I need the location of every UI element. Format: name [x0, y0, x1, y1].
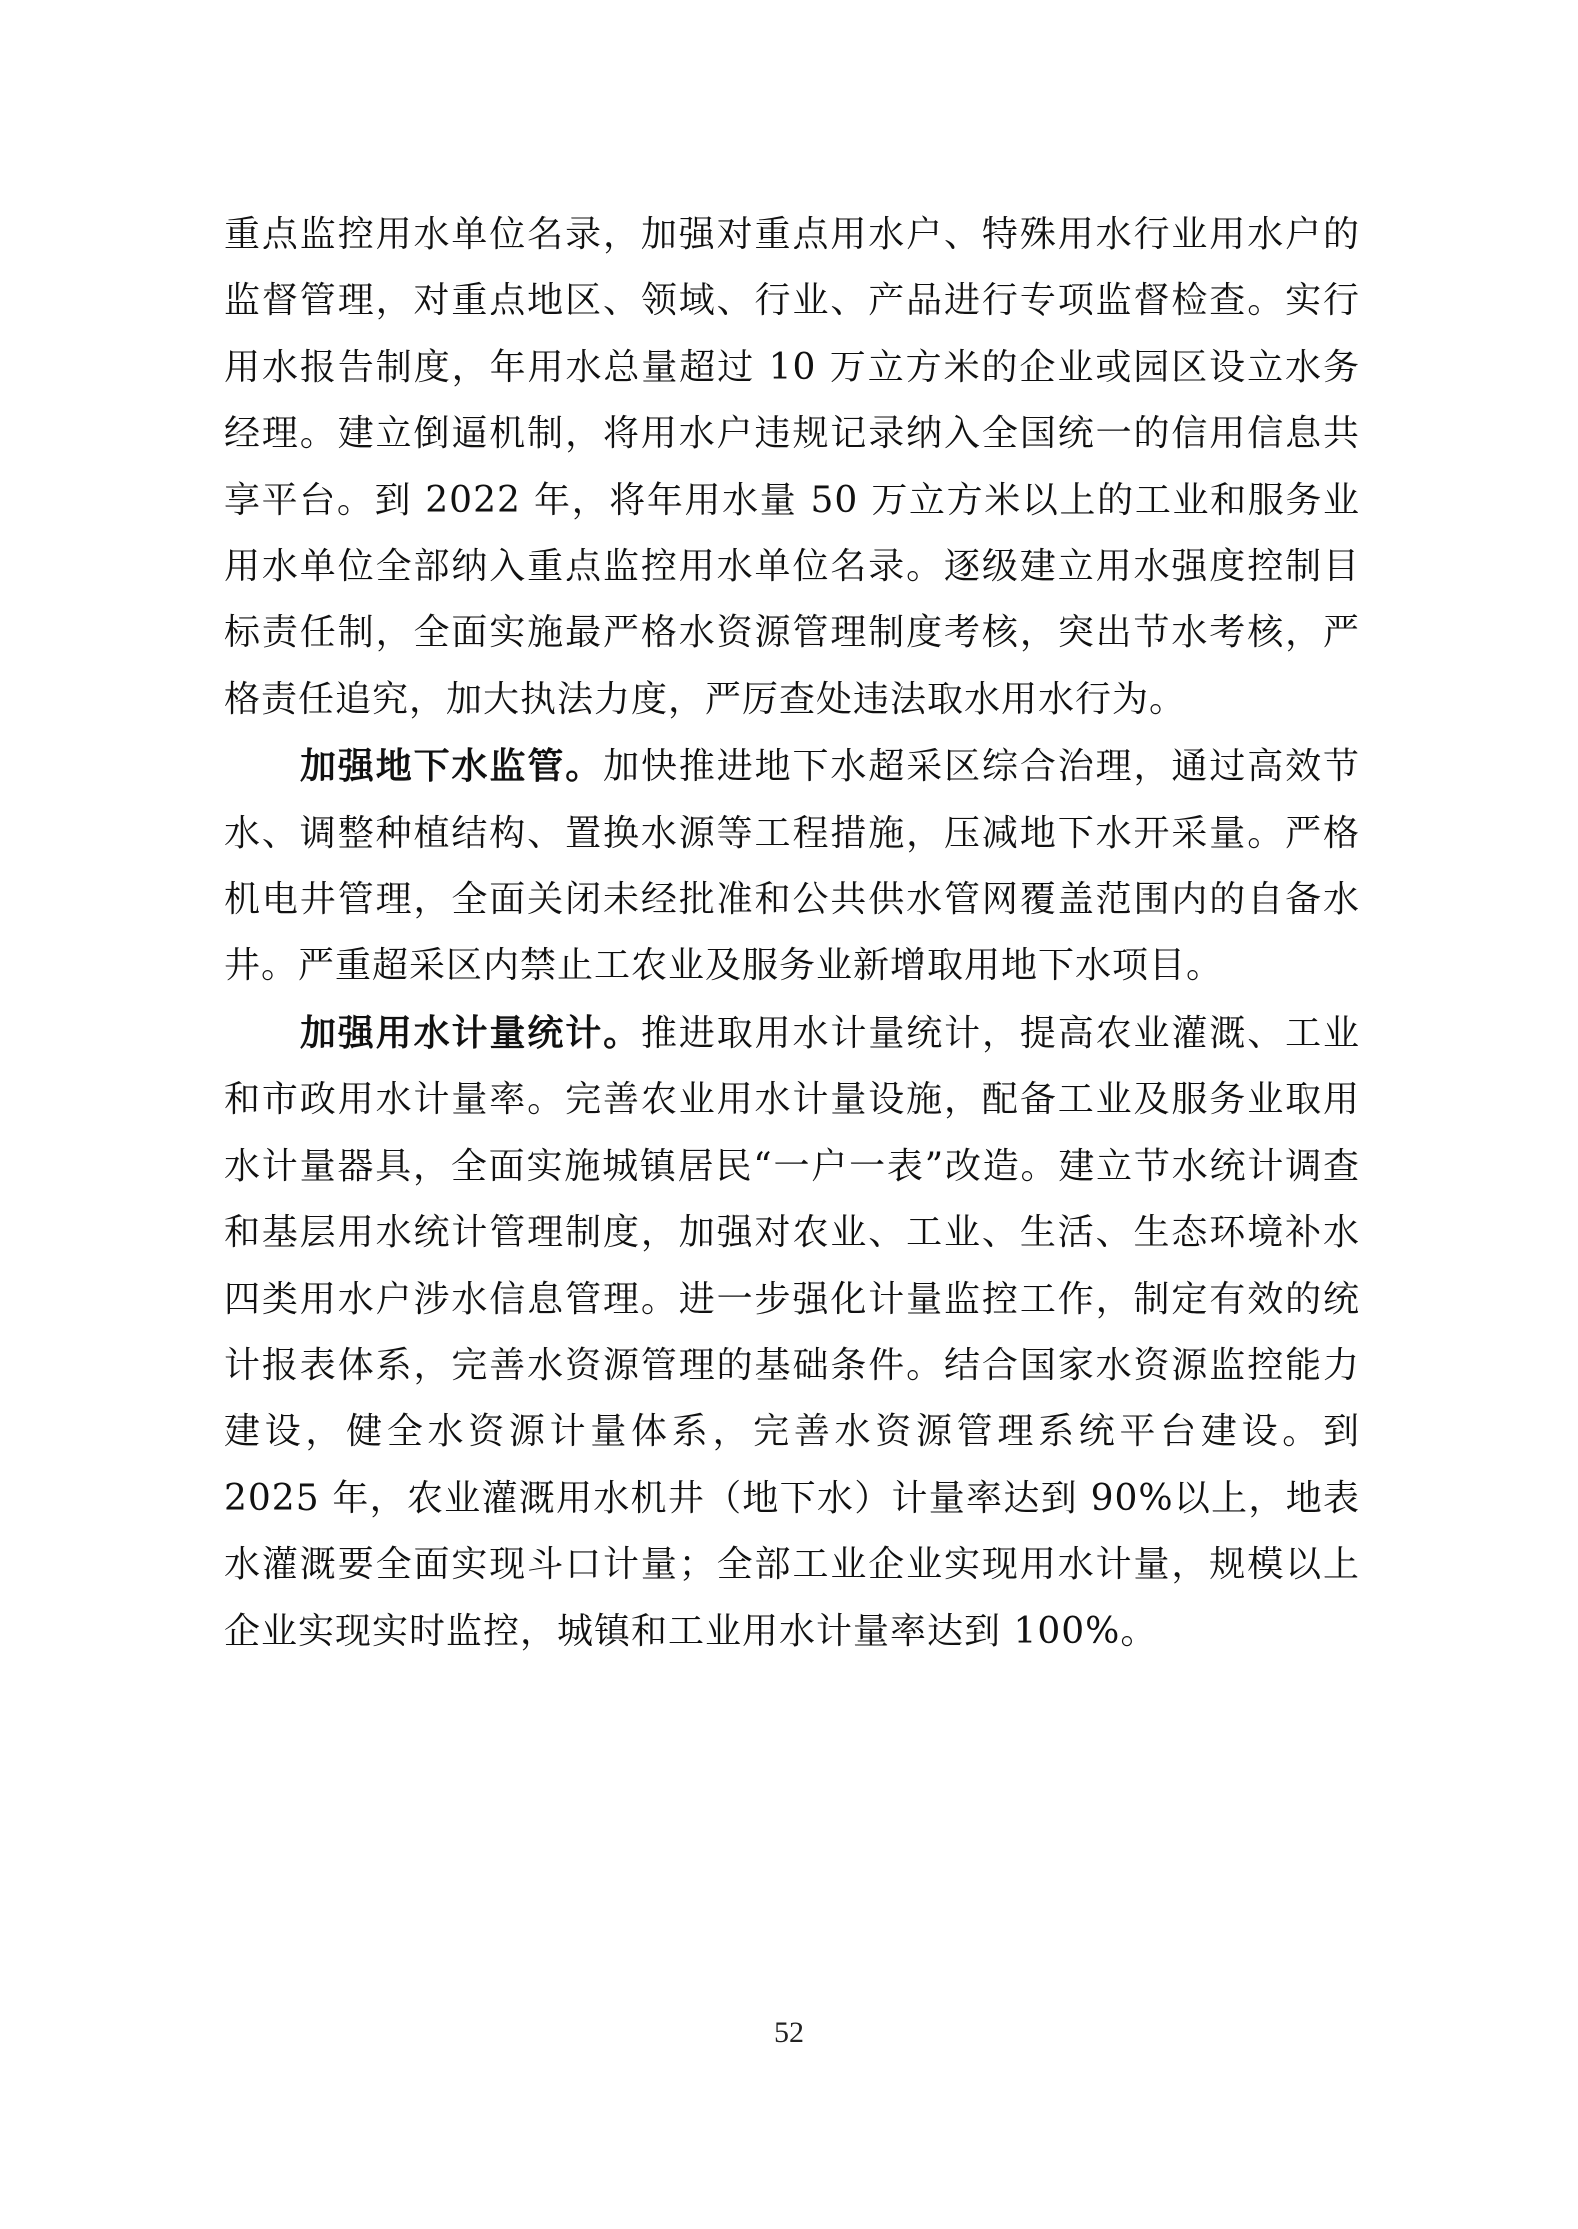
paragraph-groundwater-supervision	[224, 733, 1360, 1000]
paragraph-water-metering-statistics	[224, 1000, 1360, 1665]
paragraph-heading: 加强用水计量统计。	[300, 1011, 641, 1054]
page-number: 52	[774, 2016, 804, 2049]
paragraph-text: 加快推进地下水超采区综合治理，通过高效节水、调整种植结构、置换水源等工程措施，压减地下水开采量。严格机电井管理，全面关闭未经批准和公共供水管网覆盖范围内的自备水井。严重超采区内禁止工农业及服务业新增取用地下水项目。	[224, 746, 1360, 987]
paragraph-text: 推进取用水计量统计，提高农业灌溉、工业和市政用水计量率。完善农业用水计量设施，配备工业及服务业取用水计量器具，全面实施城镇居民“一户一表”改造。建立节水统计调查和基层用水统计管理制度，加强对农业、工业、生活、生态环境补水四类用水户涉水信息管理。进一步强化计量监控工作，制定有效的统计报表体系，完善水资源管理的基础条件。结合国家水资源监控能力建设，健全水资源计量体系，完善水资源管理系统平台建设。到 2025 年，农业灌溉用水机井（地下水）计量率达到 90%以上，地表水灌溉要全面实现斗口计量；全部工业企业实现用水计量，规模以上企业实现实时监控，城镇和工业用水计量率达到 100%。	[224, 1012, 1360, 1652]
paragraph-text: 重点监控用水单位名录，加强对重点用水户、特殊用水行业用水户的监督管理，对重点地区、领域、行业、产品进行专项监督检查。实行用水报告制度，年用水总量超过 10 万立方米的企业或园区设立水务经理。建立倒逼机制，将用水户违规记录纳入全国统一的信用信息共享平台。到 2022 年，将年用水量 50 万立方米以上的工业和服务业用水单位全部纳入重点监控用水单位名录。逐级建立用水强度控制目标责任制，全面实施最严格水资源管理制度考核，突出节水考核，严格责任追究，加大执法力度，严厉查处违法取水用水行为。	[224, 214, 1360, 720]
paragraph-heading: 加强地下水监管。	[300, 745, 604, 788]
body-text	[224, 202, 1360, 1665]
paragraph-key-monitoring	[224, 202, 1360, 733]
